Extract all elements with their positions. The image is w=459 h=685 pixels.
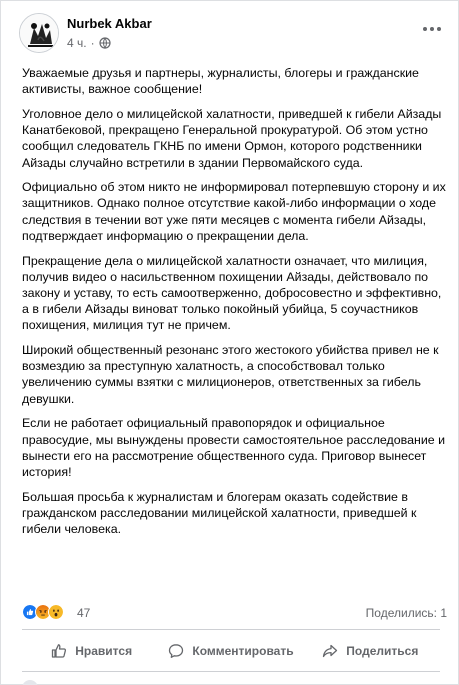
speech-bubble-icon	[168, 643, 184, 659]
post-paragraph: Прекращение дела о милицейской халатности означает, что милиция, получив видео о насильственном похищении Айзады, действовало по закону и уставу, то есть самоотверженно, добросовестно и эффективно, а в гибели Айзады виноват только покойный убийца, 5 соучастников похищения, милиция тут не причем.	[22, 253, 442, 333]
like-label: Нравится	[75, 644, 133, 658]
share-arrow-icon	[322, 643, 338, 659]
like-button[interactable]	[22, 634, 161, 668]
avatar[interactable]	[19, 13, 59, 53]
post-paragraph: Большая просьба к журналистам и блогерам оказать содействие в гражданском расследовании милицейской халатности, приведшей к гибели человека.	[22, 489, 417, 537]
share-count[interactable]: Поделились: 1	[365, 606, 447, 620]
dot-separator: ·	[90, 36, 95, 50]
post-meta	[67, 36, 111, 50]
commenter-avatar	[22, 680, 38, 685]
wow-reaction-icon	[48, 604, 64, 620]
more-options-icon[interactable]	[420, 19, 444, 39]
reaction-count[interactable]: 47	[77, 606, 91, 620]
post-header	[19, 13, 446, 59]
post-text	[22, 65, 447, 546]
reaction-icons[interactable]	[22, 604, 61, 620]
post-paragraph: Широкий общественный резонанс этого жестокого убийства привел не к возмездию за преступную халатность, а способствовал только увеличению суммы взятки с милиционеров, ответственных за гибель девушки.	[22, 343, 439, 406]
globe-icon	[99, 37, 111, 49]
post-paragraph: Если не работает официальный правопорядок и официальное правосудие, мы вынуждены провести самостоятельное расследование и вынести его на рассмотрение общественного суда. Приговор вынесет история!	[22, 416, 446, 479]
action-bar	[22, 634, 440, 668]
reaction-bar	[22, 604, 447, 624]
avatar-drawing-icon	[20, 14, 59, 53]
share-label: Поделиться	[346, 644, 419, 658]
post-paragraph: Уважаемые друзья и партнеры, журналисты, блогеры и гражданские активисты, важное сообщение!	[22, 66, 419, 97]
divider	[22, 629, 440, 630]
author-name[interactable]: Nurbek Akbar	[67, 16, 152, 31]
divider	[22, 671, 440, 672]
post-paragraph: Официально об этом никто не информировал потерпевшую сторону и их защитников. Однако полное отсутствие какой-либо информации о ходе следствия в течении вот уже пяти месяцев с момента гибели Айзады, подтверждает информацию о прекращении дела.	[22, 180, 446, 243]
thumbs-up-icon	[51, 643, 67, 659]
post-paragraph: Уголовное дело о милицейской халатности, приведшей к гибели Айзады Канатбековой, прекращено Генеральной прокуратурой. Об этом устно сообщил следователь ГКНБ по имени Ормон, которого родственники Айзады случайно встретили в здании Первомайского суда.	[22, 106, 442, 170]
post-time[interactable]: 4 ч.	[67, 36, 87, 50]
share-button[interactable]	[301, 634, 440, 668]
comment-button[interactable]	[161, 634, 300, 668]
comment-label: Комментировать	[192, 644, 294, 658]
